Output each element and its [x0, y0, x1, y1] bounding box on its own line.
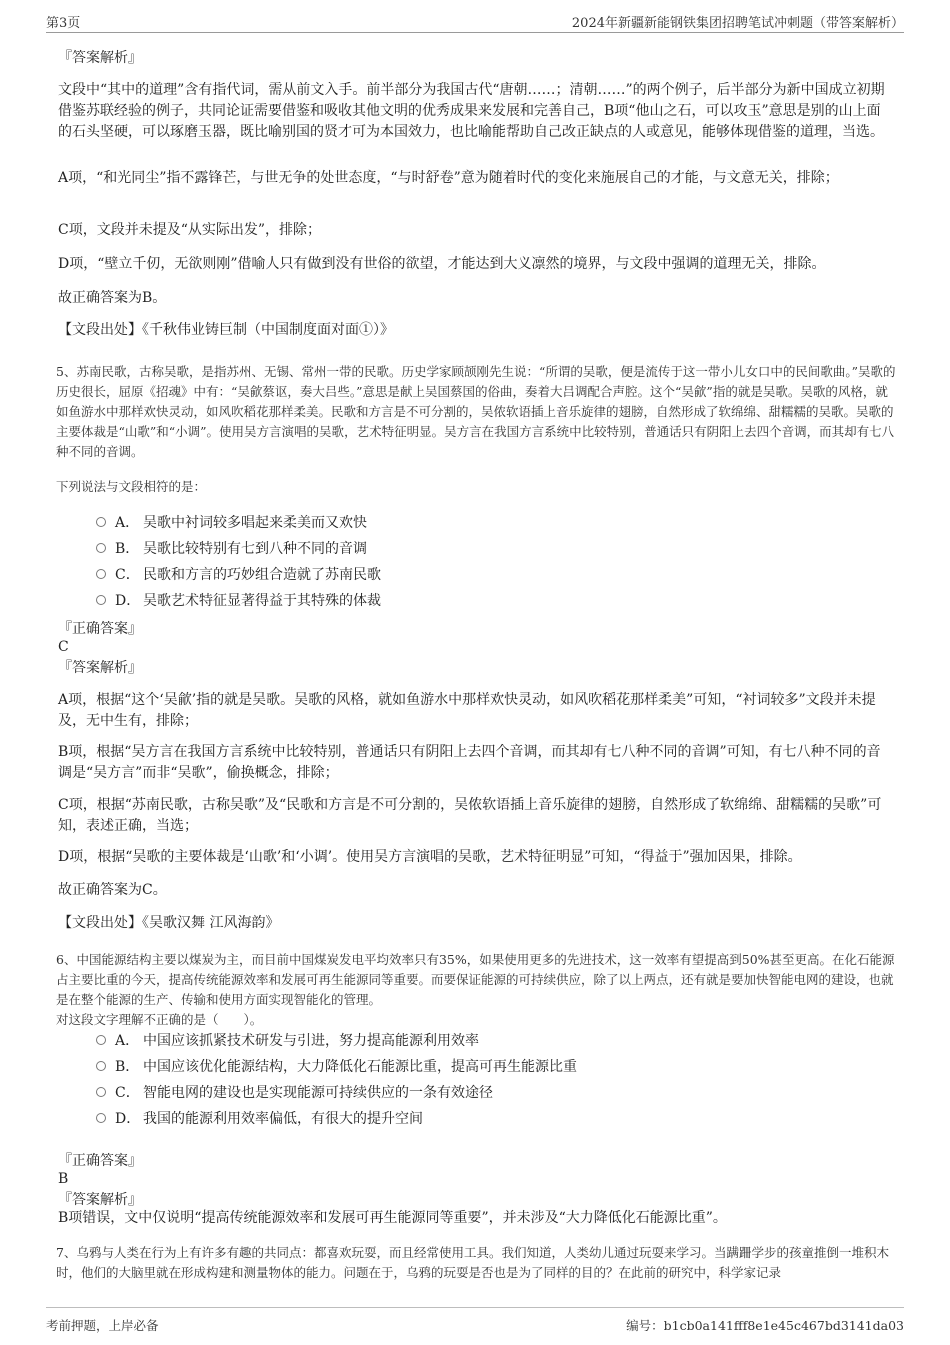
- q5-option-c[interactable]: C． 民歌和方言的巧妙组合造就了苏南民歌: [96, 565, 381, 585]
- radio-button-icon[interactable]: [96, 517, 106, 527]
- q4-analysis-p4: D项，“壁立千仞，无欲则刚”借喻人只有做到没有世俗的欲望，才能达到大义凛然的境界，与文段中强调的道理无关，排除。: [58, 256, 826, 272]
- page-footer: [46, 1307, 904, 1336]
- q6-analysis-p1: B项错误，文中仅说明“提高传统能源效率和发展可再生能源同等重要”，并未涉及“大力降低化石能源比重”。: [58, 1210, 727, 1226]
- q6-stem: 6、中国能源结构主要以煤炭为主，而目前中国煤炭发电平均效率只有35%，如果使用更多的先进技术，这一效率有望提高到50%甚至更高。在化石能源占主要比重的今天，提高传统能源效率和发展可再生能源同等重要。而要保证能源的可持续供应，除了以上两点，还有就是要加快智能电网的建设，也就是在整个能源的生产、传输和使用方面实现智能化的管理。: [56, 952, 895, 1007]
- q6-option-b[interactable]: B． 中国应该优化能源结构，大力降低化石能源比重，提高可再生能源比重: [96, 1057, 577, 1077]
- q7-stem: 7、乌鸦与人类在行为上有许多有趣的共同点：都喜欢玩耍，而且经常使用工具。我们知道，人类幼儿通过玩耍来学习。当蹒跚学步的孩童推倒一堆积木时，他们的大脑里就在形成构建和测量物体的能力。问题在于，乌鸦的玩耍是否也是为了同样的目的？在此前的研究中，科学家记录: [56, 1245, 889, 1280]
- q5-answer-label: 『正确答案』: [58, 621, 142, 637]
- page-header: [46, 10, 904, 33]
- q5-source: 【文段出处】《吴歌汉舞 江风海韵》: [58, 915, 280, 931]
- q5-analysis-label: 『答案解析』: [58, 660, 142, 676]
- q5-answer: C: [58, 639, 69, 655]
- page-number: 第3页: [46, 16, 81, 31]
- q6-answer: B: [58, 1171, 69, 1187]
- document-title: 2024年新疆新能钢铁集团招聘笔试冲刺题（带答案解析）: [571, 16, 904, 31]
- radio-button-icon[interactable]: [96, 1087, 106, 1097]
- radio-button-icon[interactable]: [96, 569, 106, 579]
- radio-button-icon[interactable]: [96, 1061, 106, 1071]
- q4-source: 【文段出处】《千秋伟业铸巨制（中国制度面对面①）》: [58, 322, 394, 338]
- q6-option-c[interactable]: C． 智能电网的建设也是实现能源可持续供应的一条有效途径: [96, 1083, 493, 1103]
- q6-option-a[interactable]: A． 中国应该抓紧技术研发与引进，努力提高能源利用效率: [96, 1031, 479, 1051]
- q5-conclusion: 故正确答案为C。: [58, 882, 167, 898]
- q6-analysis-label: 『答案解析』: [58, 1192, 142, 1208]
- document-id: 编号：b1cb0a141fff8e1e45c467bd3141da03: [626, 1318, 904, 1333]
- radio-button-icon[interactable]: [96, 1035, 106, 1045]
- q6-option-d[interactable]: D． 我国的能源利用效率偏低，有很大的提升空间: [96, 1109, 423, 1129]
- q6-question: 对这段文字理解不正确的是（ ）。: [56, 1012, 263, 1027]
- q4-conclusion: 故正确答案为B。: [58, 290, 167, 306]
- q5-stem: 5、苏南民歌，古称吴歌，是指苏州、无锡、常州一带的民歌。历史学家顾颉刚先生说：“所谓的吴歌，便是流传于这一带小儿女口中的民间歌曲。”吴歌的历史很长，屈原《招魂》中有：“吴歈蔡讴，奏大吕些。”意思是献上吴国蔡国的俗曲，奏着大吕调配合声腔。这个“吴歈”指的就是吴歌。吴歌的风格，就如鱼游水中那样欢快灵动，如风吹稻花那样柔美。民歌和方言是不可分割的，吴侬软语插上音乐旋律的翅膀，自然形成了软绵绵、甜糯糯的吴歌。吴歌的主要体裁是“山歌”和“小调”。使用吴方言演唱的吴歌，艺术特征明显。吴方言在我国方言系统中比较特别，普通话只有阴阳上去四个音调，而其却有七八种不同的音调。: [56, 364, 896, 459]
- q4-analysis-p1: 文段中“其中的道理”含有指代词，需从前文入手。前半部分为我国古代“唐朝……；清朝……”的两个例子，后半部分为新中国成立初期借鉴苏联经验的例子，共同论证需要借鉴和吸收其他文明的优秀成果来发展和完善自己，B项“他山之石，可以攻玉”意思是别的山上面的石头坚硬，可以琢磨玉器，既比喻别国的贤才可为本国效力，也比喻能帮助自己改正缺点的人或意见，能够体现借鉴的道理，当选。: [58, 82, 885, 140]
- footer-slogan: 考前押题，上岸必备: [46, 1318, 159, 1333]
- q5-analysis-p3: C项，根据“苏南民歌，古称吴歌”及“民歌和方言是不可分割的，吴侬软语插上音乐旋律的翅膀，自然形成了软绵绵、甜糯糯的吴歌”可知，表述正确，当选；: [58, 797, 882, 834]
- q4-analysis-p2: A项，“和光同尘”指不露锋芒，与世无争的处世态度，“与时舒卷”意为随着时代的变化来施展自己的才能，与文意无关，排除；: [58, 170, 839, 186]
- q5-analysis-p2: B项，根据“吴方言在我国方言系统中比较特别，普通话只有阴阳上去四个音调，而其却有七八种不同的音调”可知，有七八种不同的音调是“吴方言”而非“吴歌”，偷换概念，排除；: [58, 744, 881, 781]
- radio-button-icon[interactable]: [96, 543, 106, 553]
- q5-analysis-p1: A项，根据“这个‘吴歈’指的就是吴歌。吴歌的风格，就如鱼游水中那样欢快灵动，如风吹稻花那样柔美”可知，“衬词较多”文段并未提及，无中生有，排除；: [58, 692, 876, 729]
- radio-button-icon[interactable]: [96, 1113, 106, 1123]
- q5-option-d[interactable]: D． 吴歌艺术特征显著得益于其特殊的体裁: [96, 591, 381, 611]
- q5-option-b[interactable]: B． 吴歌比较特别有七到八种不同的音调: [96, 539, 367, 559]
- q5-question: 下列说法与文段相符的是：: [56, 479, 207, 494]
- q6-answer-label: 『正确答案』: [58, 1153, 142, 1169]
- q4-analysis-label: 『答案解析』: [58, 50, 142, 66]
- radio-button-icon[interactable]: [96, 595, 106, 605]
- q5-option-a[interactable]: A． 吴歌中衬词较多唱起来柔美而又欢快: [96, 513, 367, 533]
- q4-analysis-p3: C项，文段并未提及“从实际出发”，排除；: [58, 222, 322, 238]
- q5-analysis-p4: D项，根据“吴歌的主要体裁是‘山歌’和‘小调’。使用吴方言演唱的吴歌，艺术特征明显”可知，“得益于”强加因果，排除。: [58, 849, 802, 865]
